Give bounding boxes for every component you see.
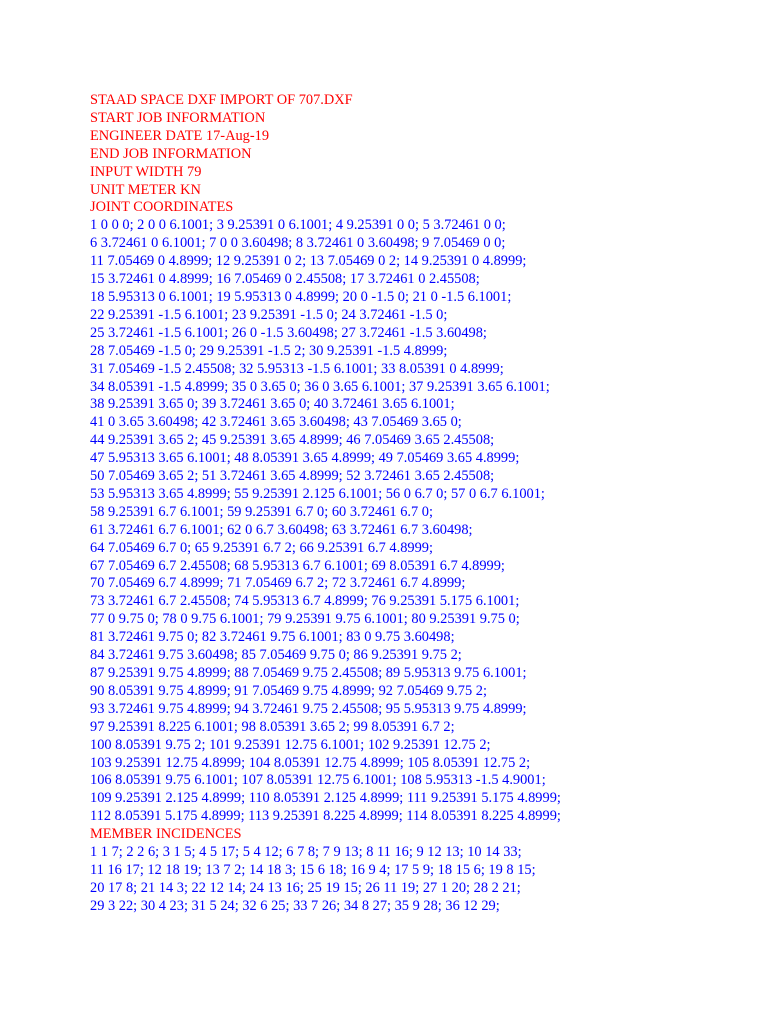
joint-coordinate-line: 87 9.25391 9.75 4.8999; 88 7.05469 9.75 2.45508; 89 5.95313 9.75 6.1001; <box>90 665 527 681</box>
engineer-value: 17-Aug-19 <box>202 127 270 144</box>
joint-coordinate-line: 28 7.05469 -1.5 0; 29 9.25391 -1.5 2; 30 9.25391 -1.5 4.8999; <box>90 342 448 359</box>
joint-coordinate-line: 67 7.05469 6.7 2.45508; 68 5.95313 6.7 6.1001; 69 8.05391 6.7 4.8999; <box>90 557 505 574</box>
joint-coordinate-line: 77 0 9.75 0; 78 0 9.75 6.1001; 79 9.25391 9.75 6.1001; 80 9.25391 9.75 0; <box>90 611 520 628</box>
joint-coordinate-line: 15 3.72461 0 4.8999; 16 7.05469 0 2.45508; 17 3.72461 0 2.45508; <box>90 271 480 288</box>
title-command: STAAD SPACE DXF IMPORT <box>90 92 274 108</box>
input-width-value: 79 <box>183 163 202 180</box>
document-page <box>90 92 760 916</box>
member-incidence-line: 20 17 8; 21 14 3; 22 12 14; 24 13 16; 25 19 15; 26 11 19; 27 1 20; 28 2 21; <box>90 879 521 896</box>
joint-coordinate-line: 22 9.25391 -1.5 6.1001; 23 9.25391 -1.5 0; 24 3.72461 -1.5 0; <box>90 306 448 323</box>
member-incidences-block <box>90 844 760 916</box>
joint-coordinate-line: 73 3.72461 6.7 2.45508; 74 5.95313 6.7 4.8999; 76 9.25391 5.175 6.1001; <box>90 593 520 610</box>
engineer-command: ENGINEER DATE <box>90 127 203 144</box>
joint-coordinate-line: 34 8.05391 -1.5 4.8999; 35 0 3.65 0; 36 0 3.65 6.1001; 37 9.25391 3.65 6.1001; <box>90 378 550 395</box>
joint-coordinate-line: 50 7.05469 3.65 2; 51 3.72461 3.65 4.8999; 52 3.72461 3.65 2.45508; <box>90 468 495 485</box>
joint-coordinate-line: 53 5.95313 3.65 4.8999; 55 9.25391 2.125 6.1001; 56 0 6.7 0; 57 0 6.7 6.1001; <box>90 485 545 502</box>
joint-coordinate-line: 44 9.25391 3.65 2; 45 9.25391 3.65 4.8999; 46 7.05469 3.65 2.45508; <box>90 432 495 449</box>
joint-coordinate-line: 38 9.25391 3.65 0; 39 3.72461 3.65 0; 40 3.72461 3.65 6.1001; <box>90 396 455 413</box>
title-line <box>90 92 760 110</box>
member-incidence-line: 11 16 17; 12 18 19; 13 7 2; 14 18 3; 15 6 18; 16 9 4; 17 5 9; 18 15 6; 19 8 15; <box>90 861 536 878</box>
joint-coordinate-line: 31 7.05469 -1.5 2.45508; 32 5.95313 -1.5 6.1001; 33 8.05391 0 4.8999; <box>90 360 504 377</box>
engineer-line <box>90 128 760 146</box>
joint-coordinate-line: 64 7.05469 6.7 0; 65 9.25391 6.7 2; 66 9.25391 6.7 4.8999; <box>90 539 433 556</box>
joint-coordinate-line: 84 3.72461 9.75 3.60498; 85 7.05469 9.75 0; 86 9.25391 9.75 2; <box>90 647 462 664</box>
joint-coordinate-line: 112 8.05391 5.175 4.8999; 113 9.25391 8.225 4.8999; 114 8.05391 8.225 4.8999; <box>90 808 561 825</box>
joint-coordinate-line: 1 0 0 0; 2 0 0 6.1001; 3 9.25391 0 6.1001; 4 9.25391 0 0; 5 3.72461 0 0; <box>90 217 506 234</box>
joint-coordinate-line: 90 8.05391 9.75 4.8999; 91 7.05469 9.75 4.8999; 92 7.05469 9.75 2; <box>90 682 487 699</box>
joint-coordinate-line: 97 9.25391 8.225 6.1001; 98 8.05391 3.65 2; 99 8.05391 6.7 2; <box>90 718 455 735</box>
member-incidences-heading: MEMBER INCIDENCES <box>90 826 242 843</box>
joint-coordinate-line: 58 9.25391 6.7 6.1001; 59 9.25391 6.7 0; 60 3.72461 6.7 0; <box>90 503 433 520</box>
joint-coordinate-line: 11 7.05469 0 4.8999; 12 9.25391 0 2; 13 7.05469 0 2; 14 9.25391 0 4.8999; <box>90 253 527 270</box>
member-incidence-line: 1 1 7; 2 2 6; 3 1 5; 4 5 17; 5 4 12; 6 7 8; 7 9 13; 8 11 16; 9 12 13; 10 14 33; <box>90 844 522 861</box>
joint-coordinate-line: 100 8.05391 9.75 2; 101 9.25391 12.75 6.1001; 102 9.25391 12.75 2; <box>90 736 491 753</box>
joint-coordinates-heading: JOINT COORDINATES <box>90 199 234 216</box>
joint-coordinate-line: 18 5.95313 0 6.1001; 19 5.95313 0 4.8999; 20 0 -1.5 0; 21 0 -1.5 6.1001; <box>90 288 512 305</box>
start-job-line: START JOB INFORMATION <box>90 109 266 126</box>
joint-coordinate-line: 103 9.25391 12.75 4.8999; 104 8.05391 12.75 4.8999; 105 8.05391 12.75 2; <box>90 754 531 771</box>
joint-coordinate-line: 93 3.72461 9.75 4.8999; 94 3.72461 9.75 2.45508; 95 5.95313 9.75 4.8999; <box>90 700 527 717</box>
joint-coordinate-line: 81 3.72461 9.75 0; 82 3.72461 9.75 6.1001; 83 0 9.75 3.60498; <box>90 629 455 646</box>
joint-coordinate-line: 109 9.25391 2.125 4.8999; 110 8.05391 2.125 4.8999; 111 9.25391 5.175 4.8999; <box>90 790 561 807</box>
joint-coordinate-line: 70 7.05469 6.7 4.8999; 71 7.05469 6.7 2; 72 3.72461 6.7 4.8999; <box>90 575 466 592</box>
joint-coordinate-line: 47 5.95313 3.65 6.1001; 48 8.05391 3.65 4.8999; 49 7.05469 3.65 4.8999; <box>90 450 520 467</box>
member-incidence-line: 29 3 22; 30 4 23; 31 5 24; 32 6 25; 33 7 26; 34 8 27; 35 9 28; 36 12 29; <box>90 897 500 914</box>
joint-coordinate-line: 41 0 3.65 3.60498; 42 3.72461 3.65 3.60498; 43 7.05469 3.65 0; <box>90 414 462 431</box>
joint-coordinate-line: 61 3.72461 6.7 6.1001; 62 0 6.7 3.60498; 63 3.72461 6.7 3.60498; <box>90 521 473 538</box>
joint-coordinates-block <box>90 217 760 826</box>
joint-coordinate-line: 106 8.05391 9.75 6.1001; 107 8.05391 12.75 6.1001; 108 5.95313 -1.5 4.9001; <box>90 772 546 789</box>
unit-line: UNIT METER KN <box>90 181 201 198</box>
input-width-line <box>90 164 760 182</box>
joint-coordinate-line: 6 3.72461 0 6.1001; 7 0 0 3.60498; 8 3.72461 0 3.60498; 9 7.05469 0 0; <box>90 235 506 252</box>
end-job-line: END JOB INFORMATION <box>90 145 252 162</box>
title-value: OF 707.DXF <box>273 92 353 108</box>
input-width-command: INPUT WIDTH <box>90 163 184 180</box>
joint-coordinate-line: 25 3.72461 -1.5 6.1001; 26 0 -1.5 3.60498; 27 3.72461 -1.5 3.60498; <box>90 324 487 341</box>
